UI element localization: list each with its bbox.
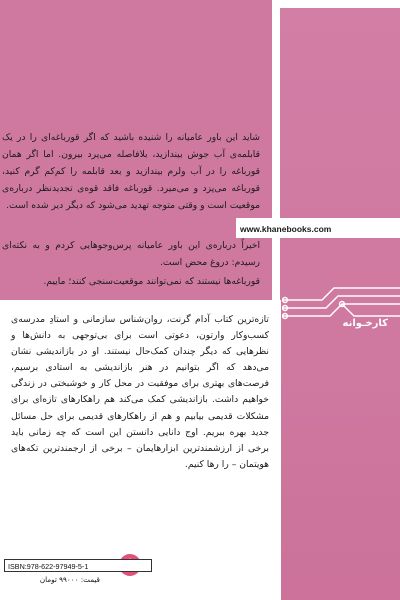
top-text-area <box>0 0 274 305</box>
frame-line-vertical <box>272 0 280 305</box>
top-paragraph-2: اخیراً درباره‌ی این باور عامیانه پرس‌وجوهایی کردم و به نکته‌ای رسیدم: دروغ محض است. <box>2 240 260 268</box>
isbn-label: ISBN:978-622-97949-5-1 <box>4 559 152 572</box>
frame-line-top <box>272 0 400 8</box>
website-url: www.khanebooks.com <box>240 224 332 234</box>
top-paragraph-3: قورباغه‌ها نیستند که نمی‌توانند موقعیت‌سنجی کنند؛ ماییم. <box>43 276 260 287</box>
price-label: قیمت: ۹۹۰۰۰ تومان <box>39 575 100 584</box>
top-paragraph-1: شاید این باور عامیانه را شنیده باشید که اگر قورباغه‌ای را در یک قابلمه‌ی آب جوش بیندازید، بلافاصله می‌پرد بیرون. اما اگر همان قورباغه را در آب ولرم بیندازید و بعد قابلمه را کم‌کم گرم کنید، قورباغه می‌پزد و می‌میرد. قورباغه فاقد قوه‌ی تجدیدنظر درباره‌ی موقعیت است و وقتی متوجه تهدید می‌شود که دیگر دیر شده است. <box>2 132 260 211</box>
book-description: تازه‌ترین کتاب آدام گرنت، روان‌شناس سازمانی و استادِ مدرسه‌ی کسب‌وکار وارتون، دعوتی است برای بی‌توجهی به دانش‌ها و نظرهایی که دیگر چندان کمک‌حال نیستند. او در بازاندیشی نشان می‌دهد که اگر بتوانیم در هنر بازاندیشی به استادی برسیم، فرصت‌های بهتری برای موفقیت در محل کار و خوشبختی در زندگی خواهیم داشت. بازاندیشی کمک می‌کند هم راهکارهای تازه‌ای برای مشکلات قدیمی بیابیم و هم از راهکارهای قدیمی برای حل مسائل جدید بهره ببریم. اوج دانایی دانستن این است که چه زمانی باید برخی از ارزشمندترین ابزارهایمان – برخی از ارجمندترین تکه‌های هویتمان – را رها کنیم. <box>11 314 269 470</box>
publisher-brand-name: کارخـوانه <box>342 318 388 329</box>
